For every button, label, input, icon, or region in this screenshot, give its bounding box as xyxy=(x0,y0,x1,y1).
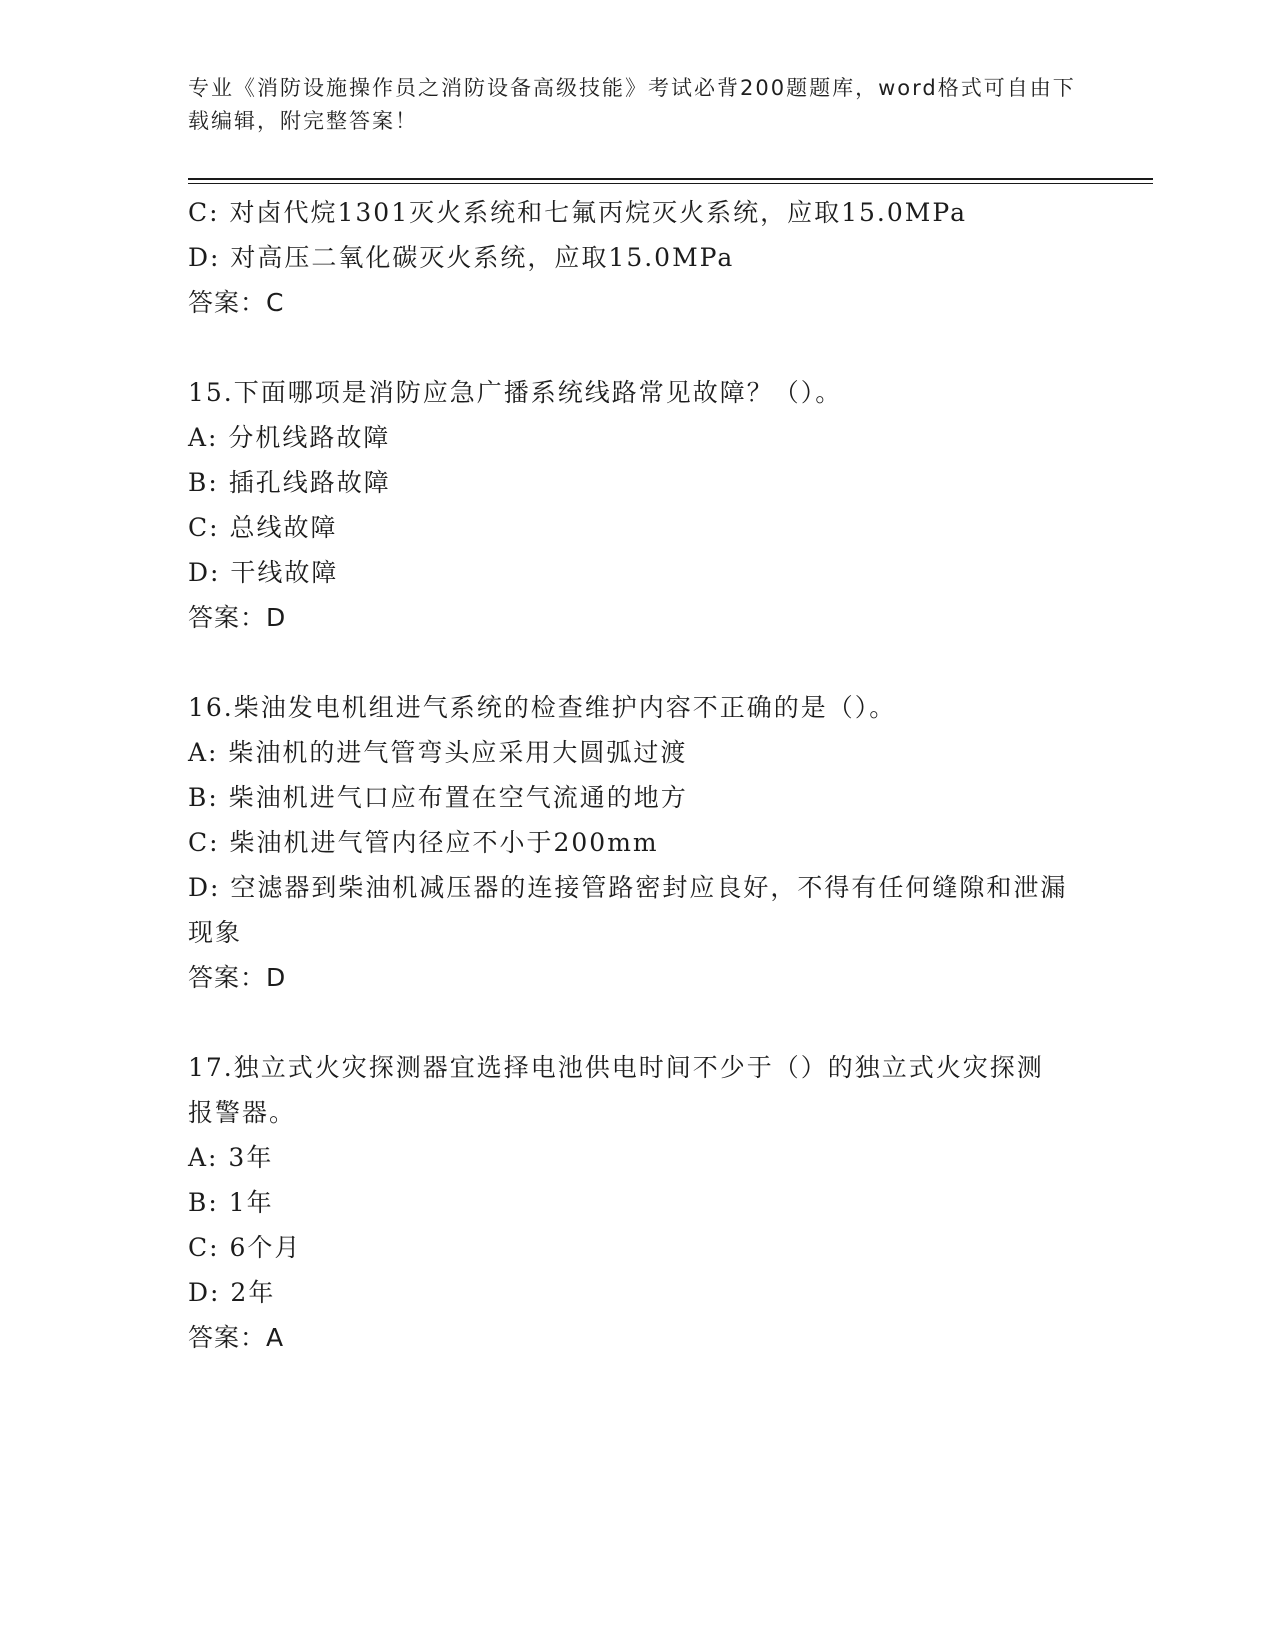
header-rule-thick xyxy=(188,178,1153,180)
answer-line: 答案：D xyxy=(188,603,287,632)
question-continuation xyxy=(188,190,1088,326)
option-c: C: 对卤代烷1301灭火系统和七氟丙烷灭火系统，应取15.0MPa xyxy=(188,198,967,227)
question-stem: 17.独立式火灾探测器宜选择电池供电时间不少于（）的独立式火灾探测报警器。 xyxy=(188,1053,1044,1127)
page-header xyxy=(188,72,1088,138)
answer-line: 答案：A xyxy=(188,1323,285,1352)
option-d: D: 干线故障 xyxy=(188,558,339,587)
option-a: A: 分机线路故障 xyxy=(188,423,391,452)
option-b: B: 柴油机进气口应布置在空气流通的地方 xyxy=(188,783,688,812)
question-15 xyxy=(188,370,1088,641)
option-b: B: 插孔线路故障 xyxy=(188,468,391,497)
option-c: C: 6个月 xyxy=(188,1233,302,1262)
option-a: A: 3年 xyxy=(188,1143,274,1172)
question-16 xyxy=(188,685,1088,1001)
option-d: D: 2年 xyxy=(188,1278,276,1307)
option-c: C: 柴油机进气管内径应不小于200mm xyxy=(188,828,659,857)
question-17 xyxy=(188,1045,1088,1361)
option-c: C: 总线故障 xyxy=(188,513,338,542)
spacer xyxy=(188,1001,1088,1045)
spacer xyxy=(188,326,1088,370)
question-stem: 16.柴油发电机组进气系统的检查维护内容不正确的是（）。 xyxy=(188,693,897,722)
option-b: B: 1年 xyxy=(188,1188,274,1217)
option-d: D: 对高压二氧化碳灭火系统，应取15.0MPa xyxy=(188,243,735,272)
option-d: D: 空滤器到柴油机减压器的连接管路密封应良好，不得有任何缝隙和泄漏现象 xyxy=(188,873,1068,947)
header-rule-thin xyxy=(188,183,1153,184)
answer-line: 答案：C xyxy=(188,288,285,317)
question-stem: 15.下面哪项是消防应急广播系统线路常见故障？（）。 xyxy=(188,378,843,407)
question-list xyxy=(188,190,1088,1361)
answer-line: 答案：D xyxy=(188,963,287,992)
spacer xyxy=(188,641,1088,685)
option-a: A: 柴油机的进气管弯头应采用大圆弧过渡 xyxy=(188,738,688,767)
header-title: 专业《消防设施操作员之消防设备高级技能》考试必背200题题库，word格式可自由下载编辑，附完整答案！ xyxy=(188,76,1076,133)
